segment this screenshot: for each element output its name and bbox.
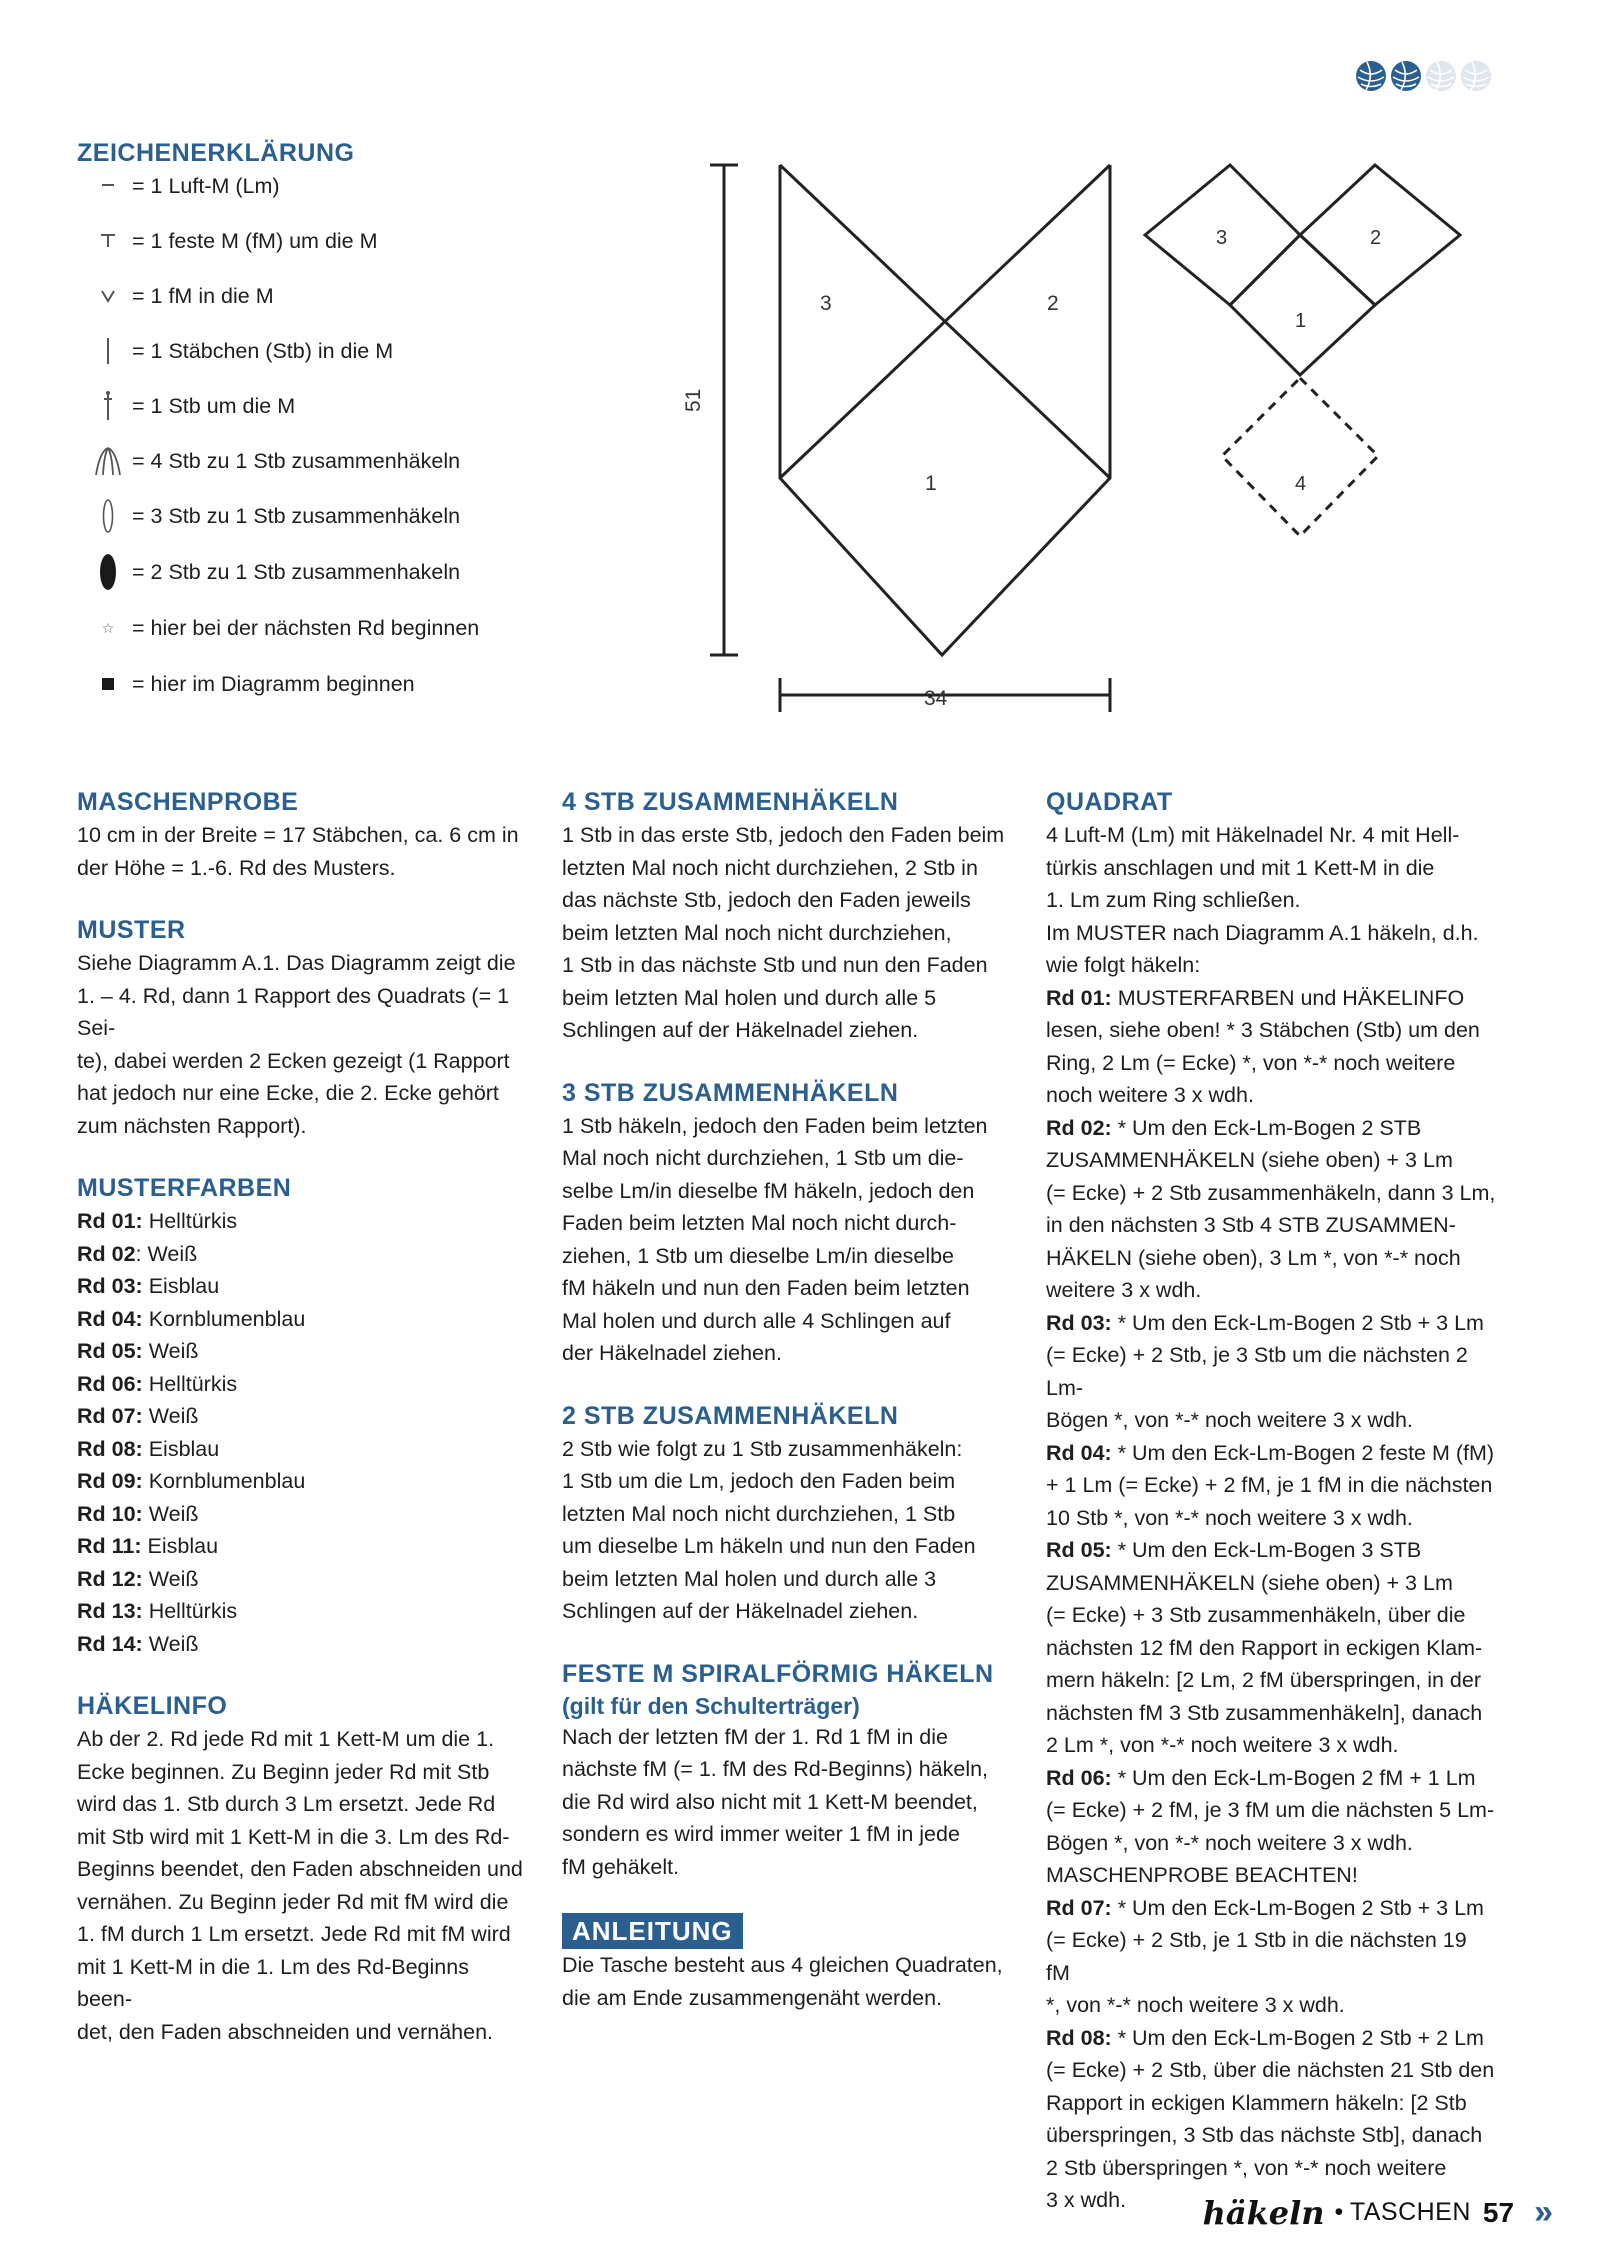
legend-title: ZEICHENERKLÄRUNG [77, 139, 355, 167]
legend-row [88, 390, 295, 422]
muster-section [77, 914, 527, 1142]
yarn-balls-icon [1354, 58, 1504, 94]
color-row: Rd 09: Kornblumenblau [77, 1469, 306, 1493]
section-title: MUSTERFARBEN [77, 1174, 292, 1202]
round-instruction: Rd 06: * Um den Eck-Lm-Bogen 2 fM + 1 Lm (= Ecke) + 2 fM, je 3 fM um die nächsten 5 Lm- Bögen *, von *-* noch weitere 3 x wdh. MASCHENPROBE BEACHTEN! [1046, 1765, 1495, 1887]
legend-text: = 1 Stäbchen (Stb) in die M [132, 338, 394, 363]
yarn-ball-3-icon [1426, 61, 1456, 91]
height-dimension [710, 165, 738, 655]
star-icon: ☆ [101, 619, 115, 636]
legend-row [88, 612, 479, 644]
haekelinfo-section [77, 1690, 527, 2048]
color-row: Rd 04: Kornblumenblau [77, 1306, 306, 1331]
page-footer [1203, 2193, 1553, 2232]
round-instruction: Rd 08: * Um den Eck-Lm-Bogen 2 Stb + 2 Lm (= Ecke) + 2 Stb, über die nächsten 21 Stb den Rapport in eckigen Klammern häkeln: [2 Stb überspringen, 3 Stb das nächste Stb], danach 2 Stb überspringen *, von *-* noch weitere 3 x wdh. [1046, 2025, 1495, 2212]
color-row: Rd 03: Eisblau [77, 1274, 220, 1298]
round-instruction: Rd 05: * Um den Eck-Lm-Bogen 3 STB ZUSAMMENHÄKELN (siehe oben) + 3 Lm (= Ecke) + 3 Stb zusammenhäkeln, über die nächsten 12 fM den Rapport in eckigen Klam- mern häkeln: [2 Lm, 2 fM überspringen, in der nächsten fM 3 Stb zusammenhäkeln], danach 2 Lm *, von *-* noch weitere 3 x wdh. [1046, 1538, 1483, 1757]
yarn-ball-1-icon [1356, 61, 1386, 91]
section-title: HÄKELINFO [77, 1692, 228, 1720]
yarn-ball-4-icon [1461, 61, 1491, 91]
round-instruction: Rd 01: MUSTERFARBEN und HÄKELINFO lesen, siehe oben! * 3 Stäbchen (Stb) um den Ring, 2 Lm (= Ecke) *, von *-* noch weitere noch weitere 3 x wdh. [1046, 985, 1480, 1107]
maschenprobe-section [77, 786, 527, 884]
section-text: Siehe Diagramm A.1. Das Diagramm zeigt die 1. – 4. Rd, dann 1 Rapport des Quadrats (= 1 Sei- te), dabei werden 2 Ecken gezeigt (1 Rapport hat jedoch nur eine Ecke, die 2. Ecke gehört zum nächsten Rapport). [77, 951, 516, 1138]
section-text: 2 Stb wie folgt zu 1 Stb zusammenhäkeln: 1 Stb um die Lm, jedoch den Faden beim letzten Mal noch nicht durchziehen, 1 Stb um dieselbe Lm häkeln und nun den Faden beim letzten Mal holen und durch alle 3 Schlingen auf der Häkelnadel ziehen. [562, 1436, 976, 1623]
assembly-label-2: 2 [1370, 227, 1382, 249]
assembly-solid-lines [1145, 165, 1460, 375]
four-dc-together-icon [88, 445, 128, 477]
legend-row [88, 556, 460, 588]
legend-row [88, 280, 274, 312]
yarn-ball-2-icon [1391, 61, 1421, 91]
legend-row [88, 335, 393, 367]
legend-text: = 1 fM in die M [132, 283, 274, 308]
color-row: Rd 06: Helltürkis [77, 1371, 238, 1396]
width-label: 34 [924, 687, 948, 710]
color-row: Rd 12: Weiß [77, 1566, 199, 1591]
column-2 [562, 786, 1012, 2044]
legend-text: = 3 Stb zu 1 Stb zusammenhäkeln [132, 503, 461, 528]
square-label-2: 2 [1047, 292, 1059, 315]
square-label-1: 1 [925, 472, 937, 495]
legend-row [88, 225, 378, 257]
color-row: Rd 13: Helltürkis [77, 1599, 238, 1623]
anleitung-badge: ANLEITUNG [562, 1913, 743, 1949]
three-dc-section [562, 1077, 1012, 1370]
assembly-label-1: 1 [1295, 310, 1307, 332]
section-text: Nach der letzten fM der 1. Rd 1 fM in die nächste fM (= 1. fM des Rd-Beginns) häkeln, die Rd wird also nicht mit 1 Kett-M beendet, sondern es wird immer weiter 1 fM in jede fM gehäkelt. [562, 1724, 989, 1879]
single-crochet-into-icon [88, 286, 128, 306]
quadrat-intro: 4 Luft-M (Lm) mit Häkelnadel Nr. 4 mit Hell- türkis anschlagen und mit 1 Kett-M in die 1. Lm zum Ring schließen. Im MUSTER nach Diagramm A.1 häkeln, d.h. wie folgt häkeln: [1046, 823, 1479, 977]
musterfarben-section [77, 1172, 527, 1660]
next-page-arrow-icon[interactable]: » [1534, 2193, 1553, 2231]
double-crochet-around-icon [88, 390, 128, 422]
section-title: 2 STB ZUSAMMENHÄKELN [562, 1401, 899, 1430]
section-text: Die Tasche besteht aus 4 gleichen Quadraten, die am Ende zusammengenäht werden. [562, 1953, 1003, 2010]
assembly-label-3: 3 [1216, 227, 1228, 249]
round-instruction: Rd 03: * Um den Eck-Lm-Bogen 2 Stb + 3 Lm (= Ecke) + 2 Stb, je 3 Stb um die nächsten 2 Lm- Bögen *, von *-* noch weitere 3 x wdh. [1046, 1310, 1484, 1432]
double-crochet-icon [88, 336, 128, 366]
section-title: FESTE M SPIRALFÖRMIG HÄKELN [562, 1659, 994, 1688]
bag-schematic [680, 150, 1140, 730]
section-title: MASCHENPROBE [77, 788, 299, 816]
color-row: Rd 14: Weiß [77, 1631, 199, 1656]
section-title: QUADRAT [1046, 788, 1173, 816]
footer-section: TASCHEN [1349, 2198, 1471, 2226]
color-list [77, 1205, 527, 1660]
legend-text: = 4 Stb zu 1 Stb zusammenhäkeln [132, 448, 461, 473]
color-row: Rd 08: Eisblau [77, 1436, 220, 1461]
chain-stitch-icon [88, 181, 128, 191]
legend-text: = hier bei der nächsten Rd beginnen [132, 615, 480, 640]
legend-text: = 1 feste M (fM) um die M [132, 228, 378, 253]
color-row: Rd 05: Weiß [77, 1339, 199, 1363]
height-label: 51 [682, 388, 705, 412]
legend-row [88, 445, 460, 477]
section-title: 3 STB ZUSAMMENHÄKELN [562, 1078, 899, 1107]
page-number: 57 [1482, 2196, 1515, 2228]
two-dc-together-icon [88, 552, 128, 592]
legend-row [88, 500, 460, 532]
section-text: 1 Stb häkeln, jedoch den Faden beim letzten Mal noch nicht durchziehen, 1 Stb um die- selbe Lm/in dieselbe fM häkeln, jedoch den Faden beim letzten Mal noch nicht durch- ziehen, 1 Stb um dieselbe Lm/in dieselbe fM häkeln und nun den Faden beim letzten Mal holen und durch alle 4 Schlingen auf der Häkelnadel ziehen. [562, 1113, 988, 1365]
color-row: Rd 01: Helltürkis [77, 1209, 238, 1233]
spiral-section [562, 1658, 1012, 1884]
column-3 [1046, 786, 1496, 2217]
assembly-dashed-lines [1222, 378, 1378, 536]
three-dc-together-icon [88, 498, 128, 534]
square-icon [88, 676, 128, 692]
legend-text: = 2 Stb zu 1 Stb zusammenhakeln [132, 559, 461, 584]
section-title: MUSTER [77, 916, 186, 944]
single-crochet-around-icon [88, 231, 128, 251]
color-row: Rd 10: Weiß [77, 1501, 199, 1526]
assembly-diagram [1130, 150, 1510, 590]
legend-text: = 1 Stb um die M [132, 393, 296, 418]
color-row: Rd 11: Eisblau [77, 1534, 219, 1558]
difficulty-indicator [1354, 58, 1504, 99]
anleitung-section [562, 1913, 1012, 2014]
assembly-label-4: 4 [1295, 473, 1307, 495]
round-instruction: Rd 04: * Um den Eck-Lm-Bogen 2 feste M (fM) + 1 Lm (= Ecke) + 2 fM, je 1 fM in die nächsten 10 Stb *, von *-* noch weitere 3 x wdh. [1046, 1440, 1495, 1530]
column-1 [77, 786, 527, 2078]
four-dc-section [562, 786, 1012, 1047]
color-row: Rd 02: Weiß [77, 1241, 198, 1266]
legend-text: = hier im Diagramm beginnen [132, 671, 415, 696]
two-dc-section [562, 1400, 1012, 1628]
round-instruction: Rd 02: * Um den Eck-Lm-Bogen 2 STB ZUSAMMENHÄKELN (siehe oben) + 3 Lm (= Ecke) + 2 Stb zusammenhäkeln, dann 3 Lm, in den nächsten 3 Stb 4 STB ZUSAMMEN- HÄKELN (siehe oben), 3 Lm *, von *-* noch weitere 3 x wdh. [1046, 1115, 1496, 1302]
legend-row [88, 668, 415, 700]
section-text: Ab der 2. Rd jede Rd mit 1 Kett-M um die 1. Ecke beginnen. Zu Beginn jeder Rd mit Stb wird das 1. Stb durch 3 Lm ersetzt. Jede Rd mit Stb wird mit 1 Kett-M in die 3. Lm des Rd- Beginns beendet, den Faden abschneiden und vernähen. Zu Beginn jeder Rd mit fM wird die 1. fM durch 1 Lm ersetzt. Jede Rd mit fM wird mit 1 Kett-M in die 1. Lm des Rd-Beginns been- det, den Faden abschneiden und vernähen. [77, 1727, 523, 2044]
section-text: 1 Stb in das erste Stb, jedoch den Faden beim letzten Mal noch nicht durchziehen, 2 Stb in das nächste Stb, jedoch den Faden jeweils beim letzten Mal noch nicht durchziehen, 1 Stb in das nächste Stb und nun den Faden beim letzten Mal holen und durch alle 5 Schlingen auf der Häkelnadel ziehen. [562, 823, 1005, 1042]
section-subtitle: (gilt für den Schulterträger) [562, 1692, 860, 1719]
legend-text: = 1 Luft-M (Lm) [132, 173, 280, 198]
round-instruction: Rd 07: * Um den Eck-Lm-Bogen 2 Stb + 3 Lm (= Ecke) + 2 Stb, je 1 Stb in die nächsten 19 fM *, von *-* noch weitere 3 x wdh. [1046, 1895, 1484, 2017]
section-title: 4 STB ZUSAMMENHÄKELN [562, 788, 899, 816]
legend-row [88, 170, 280, 202]
square-label-3: 3 [820, 292, 832, 315]
bag-outline [780, 165, 1110, 655]
section-text: 10 cm in der Breite = 17 Stäbchen, ca. 6 cm in der Höhe = 1.-6. Rd des Musters. [77, 823, 519, 880]
brand-wordmark: häkeln [1202, 2193, 1325, 2232]
color-row: Rd 07: Weiß [77, 1404, 199, 1428]
footer-bullet: • [1334, 2198, 1344, 2226]
